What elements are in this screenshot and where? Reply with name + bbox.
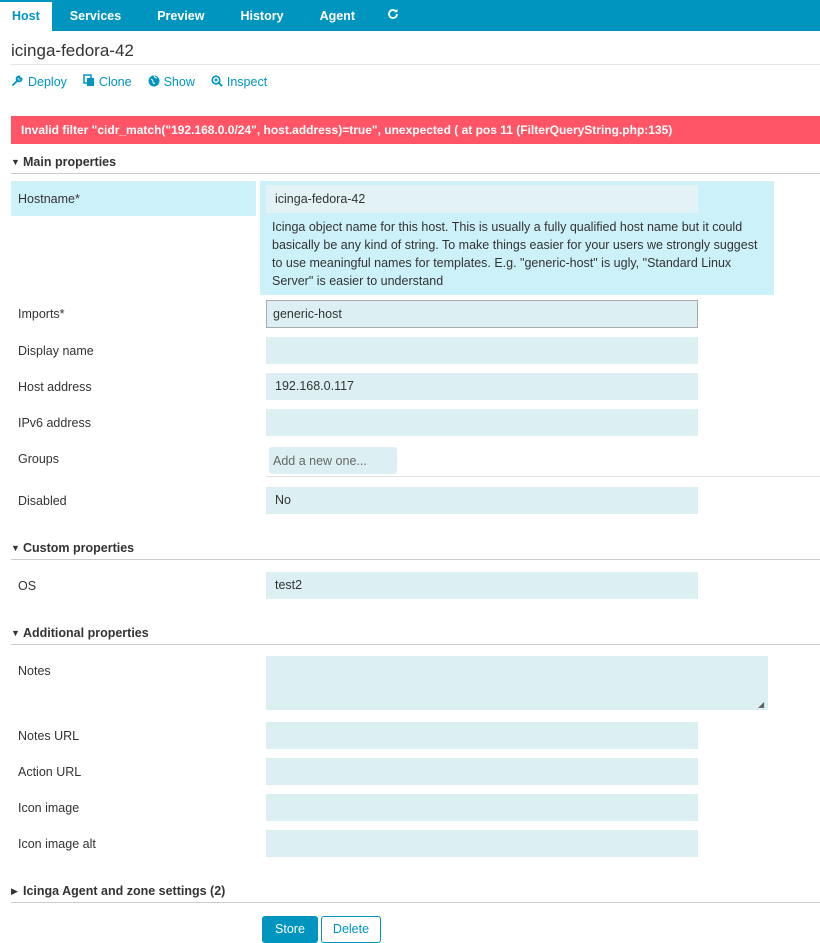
inspect-link[interactable] <box>211 74 267 90</box>
groups-input[interactable]: Add a new one... <box>269 447 397 474</box>
section-title: Custom properties <box>23 541 135 555</box>
caret-down-icon: ▼ <box>11 628 20 638</box>
imports-label: Imports* <box>18 307 65 321</box>
error-message: Invalid filter "cidr_match("192.168.0.0/24", host.address)=true", unexpected ( at pos 11 (FilterQueryString.php:135) <box>11 116 820 144</box>
section-title: Main properties <box>23 155 117 169</box>
page-title: icinga-fedora-42 <box>11 41 134 60</box>
display-name-label: Display name <box>18 344 94 358</box>
host-address-input[interactable]: 192.168.0.117 <box>266 373 698 400</box>
caret-down-icon: ▼ <box>11 157 20 167</box>
wrench-icon <box>11 74 28 90</box>
divider <box>266 476 820 477</box>
action-url-label: Action URL <box>18 765 82 779</box>
os-input[interactable]: test2 <box>266 572 698 599</box>
action-url-input[interactable] <box>266 758 698 785</box>
delete-button[interactable]: Delete <box>321 916 381 943</box>
store-button[interactable]: Store <box>262 916 318 943</box>
section-custom-properties[interactable] <box>11 541 820 560</box>
resize-grip-icon[interactable]: ◢ <box>758 700 765 709</box>
zoom-icon <box>211 75 227 90</box>
hostname-label: Hostname* <box>11 181 256 216</box>
section-additional-properties[interactable] <box>11 626 820 645</box>
deploy-link[interactable] <box>11 74 67 90</box>
caret-right-icon: ▶ <box>11 886 18 896</box>
hostname-field-group <box>260 181 774 295</box>
notes-url-input[interactable] <box>266 722 698 749</box>
icon-image-alt-label: Icon image alt <box>18 837 96 851</box>
tab-preview[interactable]: Preview <box>157 9 205 23</box>
tab-services[interactable]: Services <box>69 9 122 23</box>
tab-bar <box>0 0 820 31</box>
ipv6-address-input[interactable] <box>266 409 698 436</box>
caret-down-icon: ▼ <box>11 543 20 553</box>
display-name-input[interactable] <box>266 337 698 364</box>
imports-input[interactable]: generic-host <box>266 300 698 328</box>
inspect-label: Inspect <box>226 75 268 89</box>
hostname-help-text: Icinga object name for this host. This is usually a fully qualified host name but it could basically be any kind of string. To make things easier for your users we strongly suggest to use meaningful names for templates. E.g. "generic-host" is ugly, "Standard Linux Server" is easier to understand <box>272 220 758 288</box>
globe-icon <box>148 75 164 90</box>
notes-textarea[interactable] <box>266 656 768 710</box>
disabled-select[interactable]: No <box>266 487 698 514</box>
ipv6-address-label: IPv6 address <box>18 416 91 430</box>
icon-image-label: Icon image <box>18 801 80 815</box>
tab-host[interactable]: Host <box>0 0 52 31</box>
notes-url-label: Notes URL <box>18 729 80 743</box>
os-label: OS <box>18 579 37 593</box>
clone-link[interactable] <box>83 74 132 90</box>
divider <box>11 64 820 65</box>
icon-image-alt-input[interactable] <box>266 830 698 857</box>
section-main-properties[interactable] <box>11 155 820 174</box>
show-label: Show <box>163 75 195 89</box>
tab-history[interactable]: History <box>240 9 284 23</box>
notes-label: Notes <box>18 664 51 678</box>
host-address-label: Host address <box>18 380 92 394</box>
groups-label: Groups <box>18 452 59 466</box>
action-bar <box>11 74 283 90</box>
deploy-label: Deploy <box>28 75 67 89</box>
tab-agent[interactable]: Agent <box>319 9 355 23</box>
hostname-input[interactable]: icinga-fedora-42 <box>266 185 698 213</box>
copy-icon <box>83 74 99 90</box>
section-title: Additional properties <box>23 626 149 640</box>
section-agent-zone-settings[interactable] <box>11 884 820 903</box>
clone-label: Clone <box>98 75 132 89</box>
icon-image-input[interactable] <box>266 794 698 821</box>
show-link[interactable] <box>148 74 195 90</box>
refresh-icon[interactable] <box>373 0 413 31</box>
disabled-label: Disabled <box>18 494 67 508</box>
section-title: Icinga Agent and zone settings (2) <box>23 884 226 898</box>
